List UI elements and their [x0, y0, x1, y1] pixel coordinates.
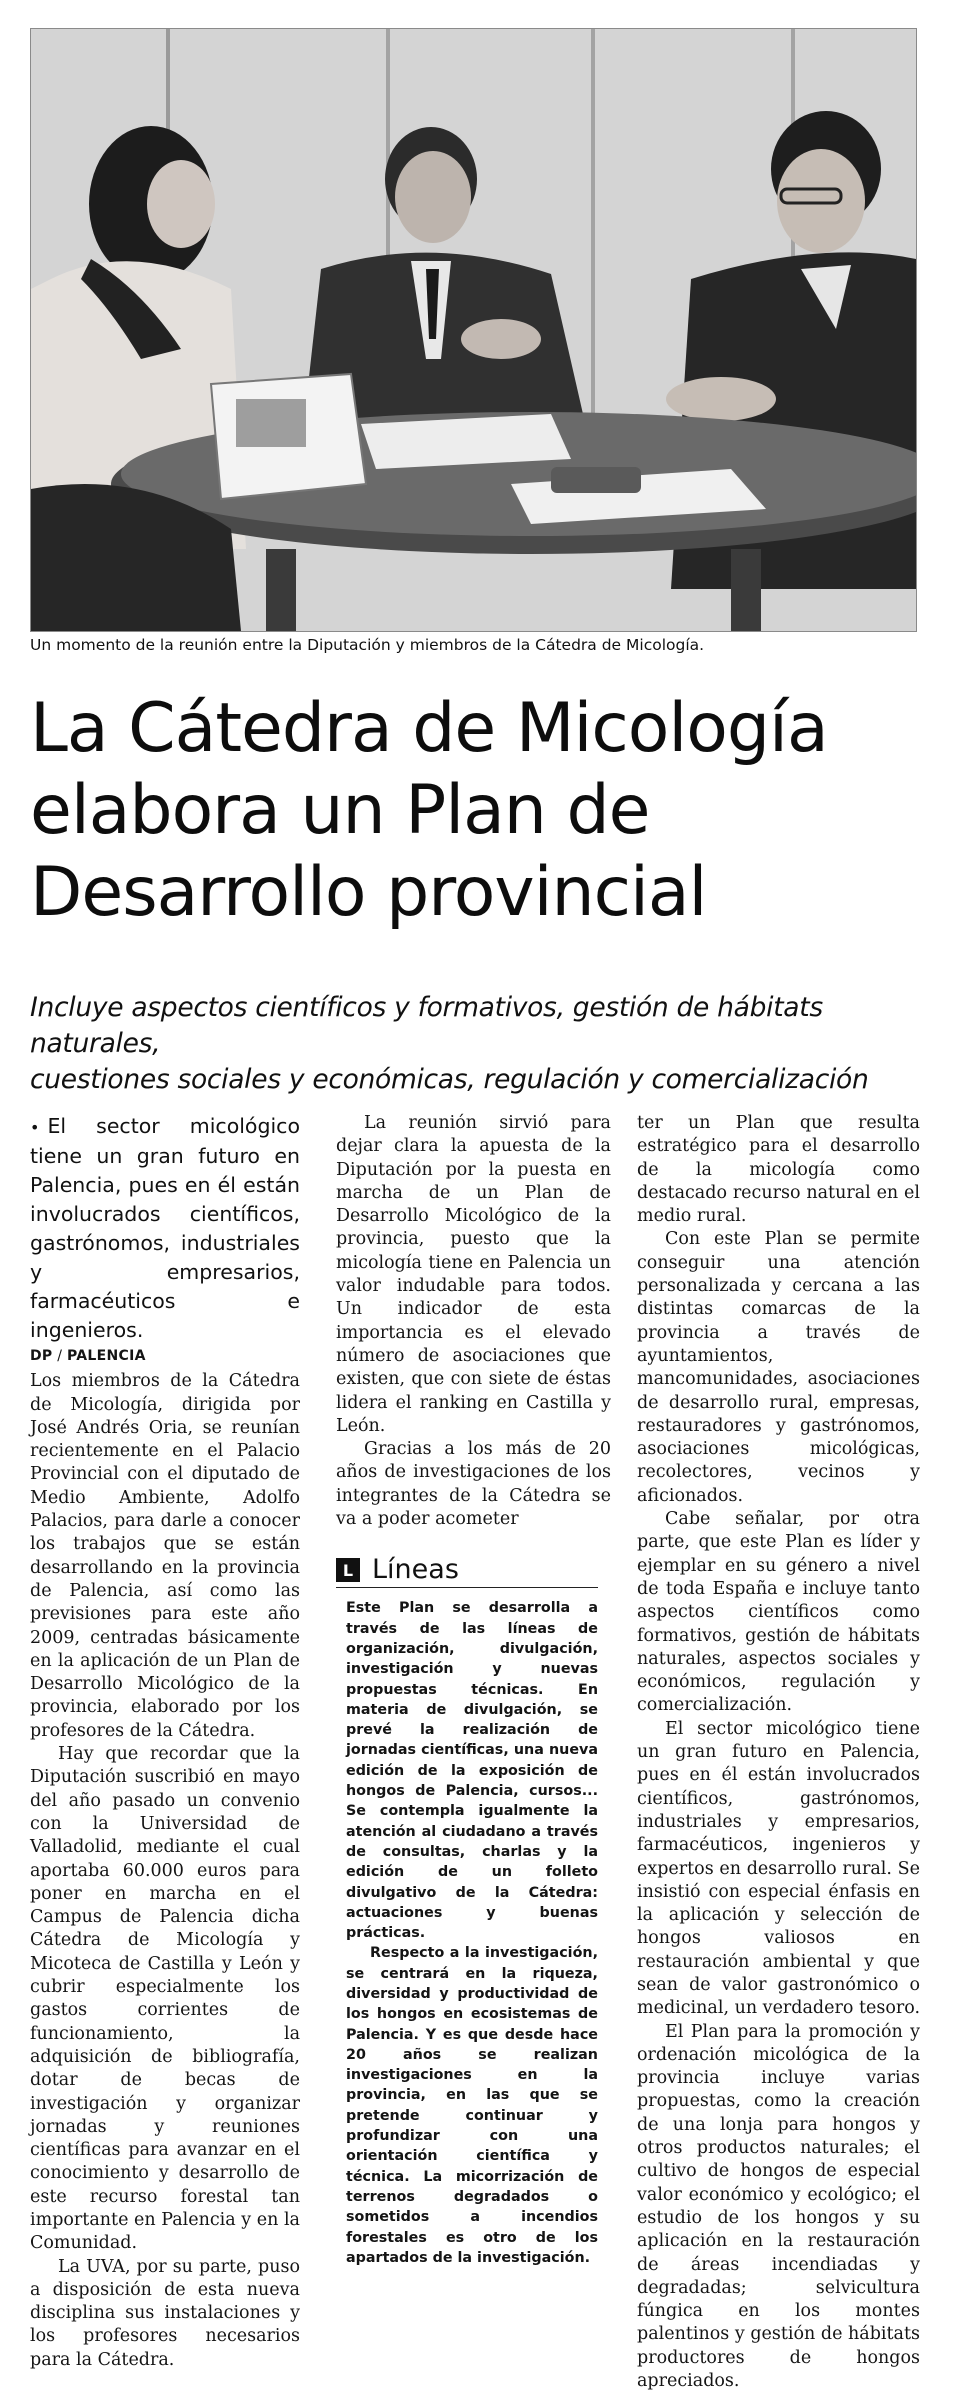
lead-summary	[30, 1112, 300, 1345]
lineas-title: Líneas	[372, 1554, 459, 1586]
body-paragraph: El sector micológico tiene un gran futuro en Palencia, pues en él están involucrados científicos, gastrónomos, industriales y empresarios, farmacéuticos, ingenieros y expertos en desarrollo rural. Se insistió con especial énfasis en la aplicación y selección de hongos valiosos en restauración ambiental y que sean de valor gastronómico o medicinal, un verdadero tesoro.	[637, 1718, 921, 2019]
lineas-paragraph: Este Plan se desarrolla a través de las líneas de organización, divulgación, investigación y nuevas propuestas técnicas. En materia de divulgación, se prevé la realización de jornadas científicas, una nueva edición de la exposición de hongos de Palencia, cursos... Se contempla igualmente la atención al ciudadano a través de consultas, charlas y la edición de un folleto divulgativo de la Cátedra: actuaciones y buenas prácticas.	[346, 1600, 598, 1942]
headline-line: elabora un Plan de	[30, 771, 650, 850]
body-paragraph: Gracias a los más de 20 años de investigaciones de los integrantes de la Cátedra se va a poder acometer	[336, 1439, 611, 1530]
subheadline-line: Incluye aspectos científicos y formativos, gestión de hábitats naturales,	[30, 992, 823, 1059]
body-paragraph: El Plan para la promoción y ordenación micológica de la provincia incluye varias propuestas, como la creación de una lonja para hongos y otros productos naturales; el cultivo de hongos de especial valor económico y ecológico; el estudio de los hongos y su aplicación en la restauración de áreas incendiadas y degradadas; selvicultura fúngica en los montes palentinos y gestión de hábitats productores de hongos apreciados.	[637, 2021, 920, 2392]
section-marker-icon: L	[336, 1558, 360, 1582]
byline	[30, 1345, 300, 1368]
article-column-1	[30, 1112, 300, 2372]
byline-separator: /	[52, 1348, 68, 1364]
body-paragraph: Hay que recordar que la Diputación suscribió en mayo del año pasado un convenio con la Universidad de Valladolid, mediante el cual aportaba 60.000 euros para poner en marcha en el Campus de Palencia dicha Cátedra de Micología y Micoteca de Castilla y León y cubrir especialmente los gastos corrientes de funcionamiento, la adquisición de bibliografía, dotar de becas de investigación y organizar jornadas y reuniones científicas para avanzar en el conocimiento y desarrollo de este recurso forestal tan importante en Palencia y en la Comunidad.	[30, 1744, 300, 2254]
article-column-3	[637, 1112, 920, 2393]
body-paragraph: ter un Plan que resulta estratégico para el desarrollo de la micología como destacado recurso natural en el medio rural.	[637, 1113, 920, 1227]
photo-caption: Un momento de la reunión entre la Diputación y miembros de la Cátedra de Micología.	[30, 636, 705, 654]
lineas-header	[336, 1555, 598, 1588]
byline-agency: DP	[30, 1348, 53, 1364]
article-column-2	[336, 1112, 611, 2268]
byline-location: PALENCIA	[67, 1348, 146, 1364]
headline	[30, 688, 930, 934]
body-paragraph: La reunión sirvió para dejar clara la apuesta de la Diputación por la puesta en marcha de un Plan de Desarrollo Micológico de la provincia, puesto que la micología tiene en Palencia un valor indudable para todos. Un indicador de esta importancia es el elevado número de asociaciones que existen, que con siete de éstas lidera el ranking en Castilla y León.	[336, 1113, 611, 1436]
lineas-sidebar	[336, 1555, 598, 2268]
bullet-icon: •	[30, 1118, 40, 1137]
body-paragraph: La UVA, por su parte, puso a disposición de esta nueva disciplina sus instalaciones y los profesores necesarios para la Cátedra.	[30, 2256, 300, 2370]
meeting-photo	[30, 28, 917, 632]
lineas-paragraph: Respecto a la investigación, se centrará en la riqueza, diversidad y productividad de los hongos en ecosistemas de Palencia. Y es que desde hace 20 años se realizan investigaciones en la provincia, en las que se pretende continuar y profundizar con una orientación científica y técnica. La micorrización de terrenos degradados o sometidos a incendios forestales es otro de los apartados de la investigación.	[346, 1945, 598, 2266]
body-paragraph: Con este Plan se permite conseguir una atención personalizada y cercana a las distintas comarcas de la provincia a través de ayuntamientos, mancomunidades, asociaciones de desarrollo rural, empresas, restauradores y gastrónomos, asociaciones micológicas, recolectores, vecinos y aficionados.	[637, 1229, 920, 1506]
lead-text: El sector micológico tiene un gran futuro en Palencia, pues en él están involucrados científicos, gastrónomos, industriales y empresarios, farmacéuticos e ingenieros.	[30, 1114, 300, 1342]
headline-line: La Cátedra de Micología	[30, 689, 828, 768]
subheadline-line: cuestiones sociales y económicas, regulación y comercialización	[30, 1064, 869, 1095]
lineas-body	[336, 1598, 598, 2268]
body-paragraph: Cabe señalar, por otra parte, que este Plan es líder y ejemplar en su género a nivel de toda España e incluye tanto aspectos científicos como formativos, gestión de hábitats naturales, aspectos sociales y económicos, regulación y comercialización.	[637, 1509, 920, 1716]
meeting-photo-illustration	[31, 29, 916, 631]
subheadline	[30, 990, 930, 1098]
body-paragraph: Los miembros de la Cátedra de Micología, dirigida por José Andrés Oria, se reunían recientemente en el Palacio Provincial con el diputado de Medio Ambiente, Adolfo Palacios, para darle a conocer los trabajos que se están desarrollando en la provincia de Palencia, así como las previsiones para este año 2009, centradas básicamente en la aplicación de un Plan de Desarrollo Micológico de la provincia, elaborado por los profesores de la Cátedra.	[30, 1371, 300, 1741]
headline-line: Desarrollo provincial	[30, 853, 707, 932]
